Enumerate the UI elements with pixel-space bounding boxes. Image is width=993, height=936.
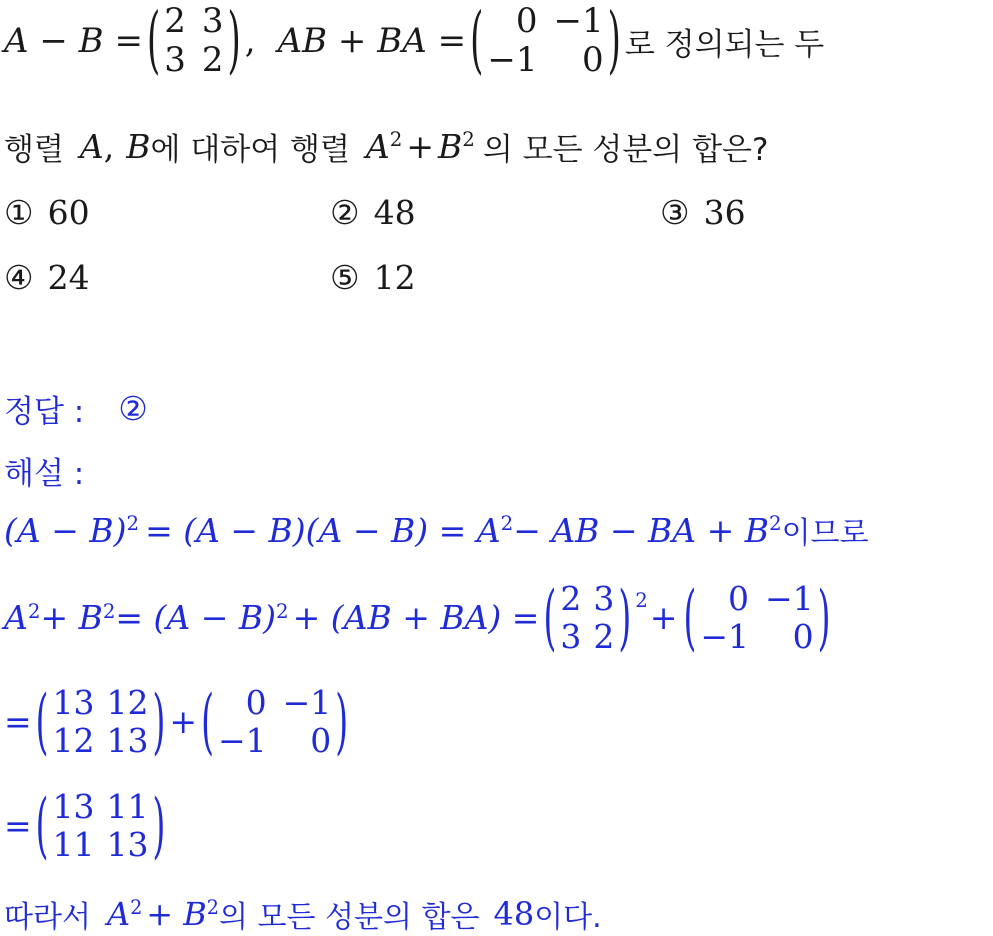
matrix-cell: 3 — [560, 616, 582, 656]
choice-3[interactable] — [660, 193, 746, 232]
choice-value: 60 — [47, 193, 90, 232]
question-line-1 — [4, 0, 825, 85]
var-a: A — [4, 598, 28, 638]
choice-mark: ① — [4, 193, 34, 232]
solution-line-3 — [4, 680, 352, 764]
math-expr: (A − B) — [4, 510, 127, 550]
right-paren-icon: ) — [618, 576, 632, 660]
matrix-cell: 11 — [52, 824, 95, 864]
matrix-cell: 3 — [201, 1, 224, 41]
left-paren-icon: ( — [683, 576, 697, 660]
matrix-cell: 0 — [792, 616, 814, 656]
question-line-2 — [4, 124, 768, 169]
choice-2[interactable] — [330, 193, 416, 232]
answer-line — [4, 386, 148, 431]
right-paren-icon: ) — [607, 0, 621, 85]
matrix-cell: 11 — [106, 787, 149, 826]
right-paren-icon: ) — [817, 576, 831, 660]
solution-line-1 — [4, 508, 869, 552]
choice-value: 48 — [373, 193, 416, 232]
plus: + — [406, 127, 434, 166]
math-expr: = (A − B) — [115, 598, 277, 638]
diff-matrix — [146, 0, 241, 85]
matrix-cell: −1 — [700, 616, 749, 656]
choice-mark: ③ — [660, 193, 690, 232]
question-tail: 로 정의되는 두 — [624, 26, 825, 63]
left-paren-icon: ( — [35, 784, 49, 868]
math-expr: = (A − B)(A − B) = A — [145, 510, 501, 550]
left-paren-icon: ( — [470, 0, 484, 85]
question-text: 의 모든 성분의 합은? — [482, 132, 769, 168]
answer-number: 48 — [493, 895, 535, 933]
math-expr: + (AB + BA) = — [292, 598, 540, 638]
matrix-cell: 0 — [245, 683, 267, 722]
math-expr: − AB − BA + B — [513, 510, 770, 550]
exponent: 2 — [769, 511, 782, 535]
answer-value: ② — [118, 389, 148, 428]
matrix-cell: 12 — [52, 720, 95, 760]
plus: + — [169, 702, 198, 742]
matrix-cell: 3 — [164, 40, 186, 81]
matrix — [201, 680, 349, 764]
solution-label: 해설 : — [4, 456, 85, 492]
exponent: 2 — [276, 599, 289, 623]
matrix-cell: 13 — [106, 720, 149, 760]
matrix — [683, 576, 831, 660]
matrix-cell: −1 — [217, 720, 267, 760]
choice-5[interactable] — [330, 258, 416, 297]
exponent: 2 — [130, 895, 143, 919]
matrix — [35, 784, 166, 868]
exponent: 2 — [635, 588, 648, 612]
matrix-cell: 3 — [593, 579, 615, 618]
var-b: B — [126, 127, 151, 166]
matrix-cell: 2 — [201, 40, 224, 81]
math-expr: + B — [40, 598, 103, 638]
matrix-cell: 0 — [515, 1, 538, 41]
matrix — [35, 680, 166, 764]
question-text: 에 대하여 행렬 — [150, 132, 350, 168]
solution-text: 이므로 — [781, 516, 869, 551]
right-paren-icon: ) — [152, 784, 166, 868]
exponent: 2 — [126, 511, 140, 535]
solution-text: 의 모든 성분의 합은 — [219, 900, 480, 935]
matrix — [543, 576, 632, 660]
exponent: 2 — [389, 128, 403, 152]
choice-1[interactable] — [4, 193, 90, 232]
sum-matrix — [470, 0, 621, 85]
equals: = — [4, 702, 32, 742]
matrix-cell: 12 — [106, 683, 149, 722]
exponent: 2 — [462, 128, 475, 152]
matrix-cell: 0 — [310, 720, 332, 760]
matrix-cell: −1 — [282, 683, 332, 722]
choice-value: 36 — [703, 193, 746, 232]
var-b: B — [438, 127, 463, 166]
left-paren-icon: ( — [543, 576, 557, 660]
solution-line-4 — [4, 784, 169, 868]
math-expr: + B — [146, 895, 207, 933]
left-paren-icon: ( — [201, 680, 214, 764]
matrix-cell: −1 — [764, 579, 814, 618]
var-a: A — [106, 895, 131, 933]
exponent: 2 — [27, 599, 41, 623]
matrix-cell: −1 — [487, 40, 538, 81]
matrix-cell: 0 — [727, 579, 749, 618]
sum-lhs: AB + BA = — [277, 21, 467, 62]
right-paren-icon: ) — [227, 0, 241, 85]
equals: = — [4, 806, 32, 846]
solution-text: 이다. — [534, 900, 602, 935]
var-a: A — [79, 127, 104, 166]
matrix-cell: 2 — [560, 579, 582, 618]
solution-label-line — [4, 448, 84, 493]
solution-text: 따라서 — [4, 900, 91, 935]
choice-4[interactable] — [4, 258, 90, 297]
solution-line-5 — [4, 892, 602, 936]
diff-lhs: A − B = — [4, 21, 143, 62]
choice-mark: ④ — [4, 258, 34, 297]
choice-value: 24 — [47, 258, 90, 297]
matrix-cell: 13 — [52, 787, 95, 826]
matrix-cell: 13 — [106, 824, 149, 864]
matrix-cell: 0 — [581, 40, 604, 81]
answer-label: 정답 : — [4, 394, 85, 430]
left-paren-icon: ( — [146, 0, 161, 85]
matrix-cell: 13 — [52, 683, 95, 722]
matrix-cell: −1 — [553, 1, 604, 41]
comma: , — [103, 127, 115, 166]
exponent: 2 — [102, 599, 116, 623]
question-text: 행렬 — [4, 132, 64, 168]
choice-mark: ⑤ — [330, 258, 360, 297]
exponent: 2 — [500, 511, 514, 535]
solution-line-2 — [4, 576, 835, 660]
exponent: 2 — [206, 895, 219, 919]
right-paren-icon: ) — [152, 680, 166, 764]
left-paren-icon: ( — [35, 680, 49, 764]
choice-mark: ② — [330, 193, 360, 232]
choice-value: 12 — [373, 258, 416, 297]
comma: , — [244, 21, 256, 62]
right-paren-icon: ) — [335, 680, 349, 764]
plus: + — [649, 598, 678, 638]
matrix-cell: 2 — [593, 616, 615, 656]
matrix-cell: 2 — [164, 1, 186, 41]
var-a: A — [365, 127, 390, 166]
